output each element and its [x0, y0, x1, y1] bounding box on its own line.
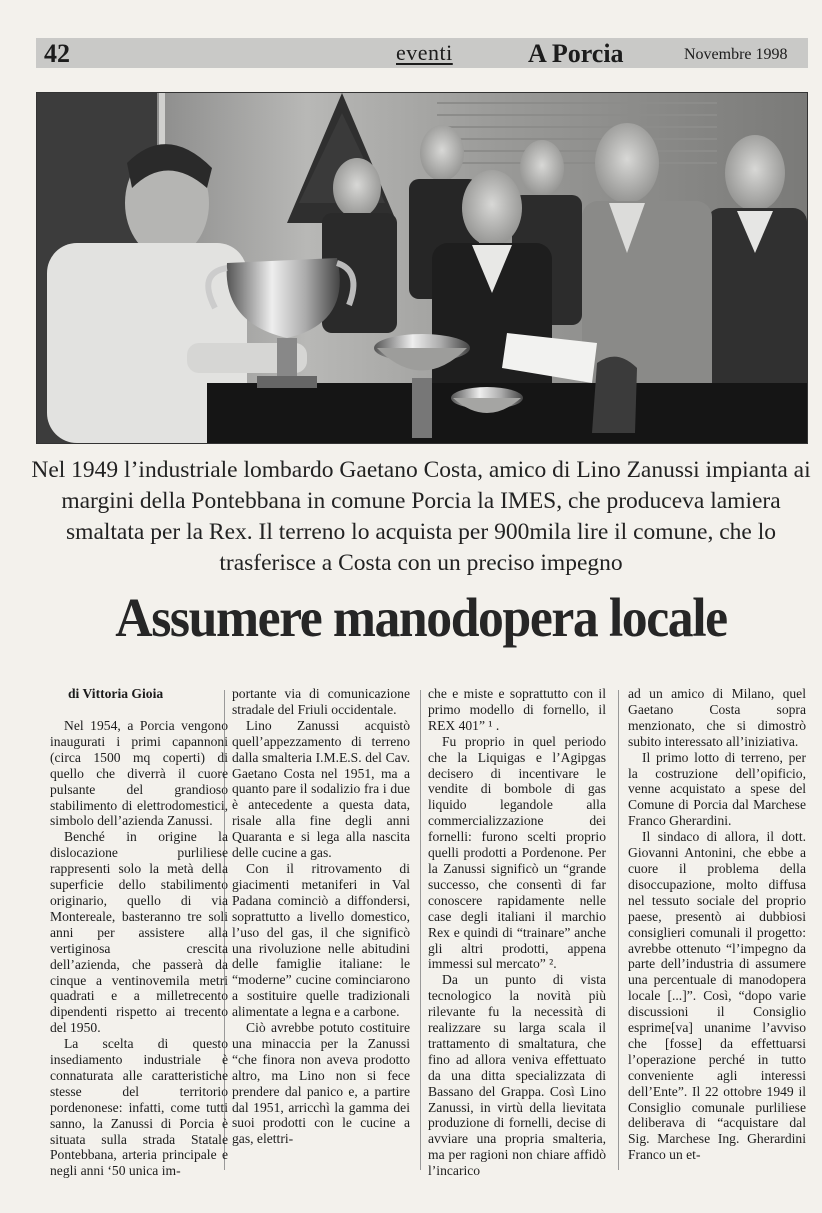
- column-divider: [618, 690, 619, 1170]
- byline: di Vittoria Gioia: [68, 686, 164, 701]
- paragraph: Nel 1954, a Porcia vengono inaugurati i primi capannoni (circa 1500 mq coperti) di quello che diverrà il cuore pulsante del grandioso stabilimento di elettrodomestici, simbolo dell’azienda Zanussi.: [50, 718, 228, 829]
- paragraph: Il primo lotto di terreno, per la costruzione dell’opificio, venne acquistato a spese del Comune di Porcia dal Marchese Franco Gherardini.: [628, 749, 806, 829]
- article-column-4: [628, 686, 806, 1163]
- article-column-3: [428, 686, 606, 1179]
- article-photo: [36, 92, 808, 444]
- paragraph: Con il ritrovamento di giacimenti metaniferi in Val Padana cominciò a diffondersi, soprattutto a livello domestico, l’uso del gas, il che significò una rivoluzione nelle abitudini delle famiglie italiane: le “moderne” cucine cominciarono a sostituire quelle tradizionali alimentate a legna e a carbone.: [232, 860, 410, 1020]
- paragraph: Il sindaco di allora, il dott. Giovanni Antonini, che ebbe a cuore il problema della disoccupazione, molto diffusa nel tessuto sociale del proprio paese, presentò ai dubbiosi consiglieri comunali il progetto: avrebbe ottenuto “l’impegno da parte dell’industria di assumere una percentuale di manodopera locale [...]”. Così, “dopo varie discussioni il Consiglio esprime[va] unanime l’avviso che [fosse] da effettuarsi l’operazione perché in tutto conveniente agli interessi dell’Ente”. Il 22 ottobre 1949 il Consiglio comunale purliliese deliberava di “acquistare dal Sig. Marchese Ing. Gherardini Franco un et-: [628, 829, 806, 1163]
- paragraph: Da un punto di vista tecnologico la novità più rilevante fu la necessità di realizzare su larga scala il trattamento di smaltatura, che fino ad allora veniva effettuato da una ditta specializzata di Bassano del Grappa. Così Lino Zanussi, in virtù della lievitata produzione di fornelli, decise di avviare una propria smalteria, ma per ragioni non chiare affidò l’incarico: [428, 972, 606, 1179]
- paragraph: che e miste e soprattutto con il primo modello di fornello, il REX 401” ¹ .: [428, 686, 606, 733]
- paragraph: portante via di comunicazione stradale del Friuli occidentale.: [232, 686, 410, 717]
- paragraph: Benché in origine la dislocazione purliliese rappresenti solo la metà della superficie dello stabilimento originario, quello di via Montereale, basteranno tre soli anni per assistere alla vertiginosa crescita dell’azienda, che passerà da cinque a ventinovemila metri quadrati e a milletrecento dipendenti rispetto ai trecento del 1950.: [50, 829, 228, 1036]
- article-column-1: [50, 686, 228, 1179]
- column-divider: [420, 690, 421, 1170]
- article-headline: Assumere manodopera locale: [115, 587, 727, 648]
- issue-date: Novembre 1998: [684, 46, 788, 63]
- article-subhead: Nel 1949 l’industriale lombardo Gaetano Costa, amico di Lino Zanussi impianta ai margini della Pontebbana in comune Porcia la IMES, che produceva lamiera smaltata per la Rex. Il terreno lo acquista per 900mila lire il comune, che lo trasferisce a Costa con un preciso impegno: [31, 457, 811, 576]
- paragraph: Fu proprio in quel periodo che la Liquigas e l’Agipgas decisero di incentivare le vendite di bombole di gas liquido legandole alla commercializzazione dei fornelli: furono scelti proprio quelli prodotti a Pordenone. Per la Zanussi significò un “grande successo, che consentì di far conoscere rapidamente nelle case degli italiani il marchio Rex e quindi di “trainare” anche gli altri prodotti, appena immessi sul mercato” ².: [428, 733, 606, 972]
- trophy-ceremony-photo-icon: [37, 93, 807, 443]
- paragraph: ad un amico di Milano, quel Gaetano Costa sopra menzionato, che si dimostrò subito interessato all’iniziativa.: [628, 686, 806, 749]
- page-number: 42: [44, 39, 70, 68]
- section-title: A Porcia: [528, 39, 624, 68]
- article-column-2: [232, 686, 410, 1147]
- paragraph: Ciò avrebbe potuto costituire una minaccia per la Zanussi “che finora non aveva prodotto altro, ma Lino non si fece prendere dal panico e, a partire dal 1951, arricchì la gamma dei suoi prodotti con le cucine a gas, elettri-: [232, 1020, 410, 1147]
- section-logo: eventi: [396, 40, 453, 65]
- paragraph: La scelta di questo insediamento industriale è connaturata alle caratteristiche stesse del territorio pordenonese: infatti, come tutti sanno, la Zanussi di Porcia è situata sulla strada Statale Pontebbana, arteria principale e negli anni ‘50 unica im-: [50, 1036, 228, 1179]
- paragraph: Lino Zanussi acquistò quell’appezzamento di terreno dalla smalteria I.M.E.S. del Cav. Gaetano Costa nel 1951, ma a quanto pare il sodalizio fra i due è antecedente a questa data, risale alla fine degli anni Quaranta e si lega alla nascita delle cucine a gas.: [232, 717, 410, 861]
